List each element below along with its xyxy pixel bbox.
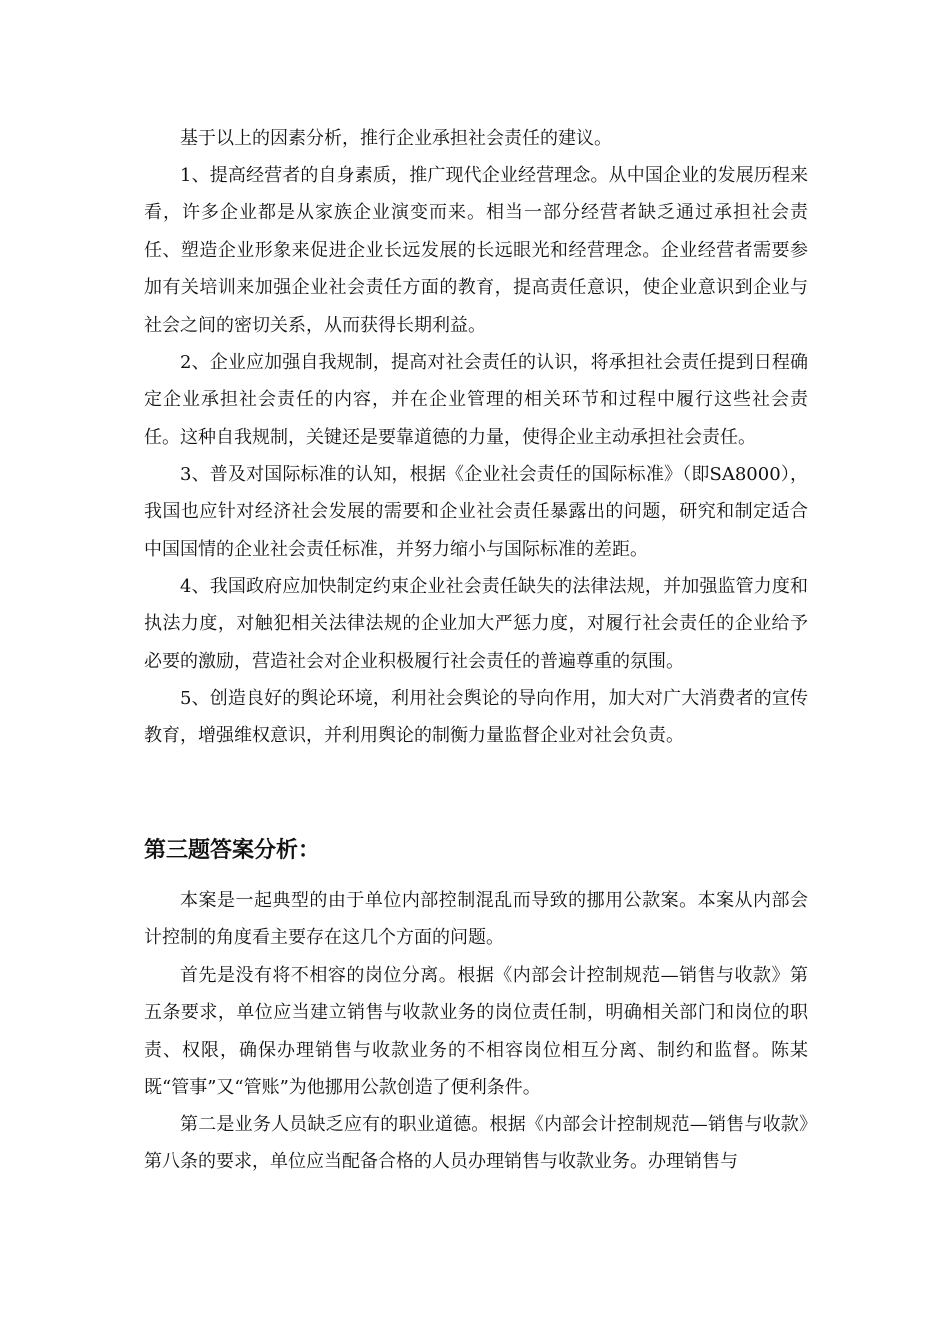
paragraph-case-overview: 本案是一起典型的由于单位内部控制混乱而导致的挪用公款案。本案从内部会计控制的角度看主要存在这几个方面的问题。 xyxy=(144,890,808,949)
paragraph-suggestion-5: 5、创造良好的舆论环境，利用社会舆论的导向作用，加大对广大消费者的宣传教育，增强维权意识，并利用舆论的制衡力量监督企业对社会负责。 xyxy=(144,688,808,747)
paragraph-suggestion-1: 1、提高经营者的自身素质，推广现代企业经营理念。从中国企业的发展历程来看，许多企业都是从家族企业演变而来。相当一部分经营者缺乏通过承担社会责任、塑造企业形象来促进企业长远发展的长远眼光和经营理念。企业经营者需要参加有关培训来加强企业社会责任方面的教育，提高责任意识，使企业意识到企业与社会之间的密切关系，从而获得长期利益。 xyxy=(144,165,808,336)
paragraph-suggestion-4: 4、我国政府应加快制定约束企业社会责任缺失的法律法规，并加强监管力度和执法力度，对触犯相关法律法规的企业加大严惩力度，对履行社会责任的企业给予必要的激励，营造社会对企业积极履行社会责任的普遍尊重的氛围。 xyxy=(144,576,808,672)
paragraph-intro: 基于以上的因素分析，推行企业承担社会责任的建议。 xyxy=(180,128,612,149)
paragraph-suggestion-2: 2、企业应加强自我规制，提高对社会责任的认识，将承担社会责任提到日程确定企业承担社会责任的内容，并在企业管理的相关环节和过程中履行这些社会责任。这种自我规制，关键还是要靠道德的力量，使得企业主动承担社会责任。 xyxy=(144,352,808,448)
paragraph-issue-2: 第二是业务人员缺乏应有的职业道德。根据《内部会计控制规范—销售与收款》第八条的要求，单位应当配备合格的人员办理销售与收款业务。办理销售与 xyxy=(144,1114,808,1173)
section-heading: 第三题答案分析： xyxy=(144,838,321,863)
paragraph-suggestion-3: 3、普及对国际标准的认知，根据《企业社会责任的国际标准》（即SA8000），我国也应针对经济社会发展的需要和企业社会责任暴露出的问题，研究和制定适合中国国情的企业社会责任标准，并努力缩小与国际标准的差距。 xyxy=(144,464,808,560)
paragraph-issue-1: 首先是没有将不相容的岗位分离。根据《内部会计控制规范—销售与收款》第五条要求，单位应当建立销售与收款业务的岗位责任制，明确相关部门和岗位的职责、权限，确保办理销售与收款业务的不相容岗位相互分离、制约和监督。陈某既“管事”又“管账”为他挪用公款创造了便利条件。 xyxy=(144,965,808,1099)
